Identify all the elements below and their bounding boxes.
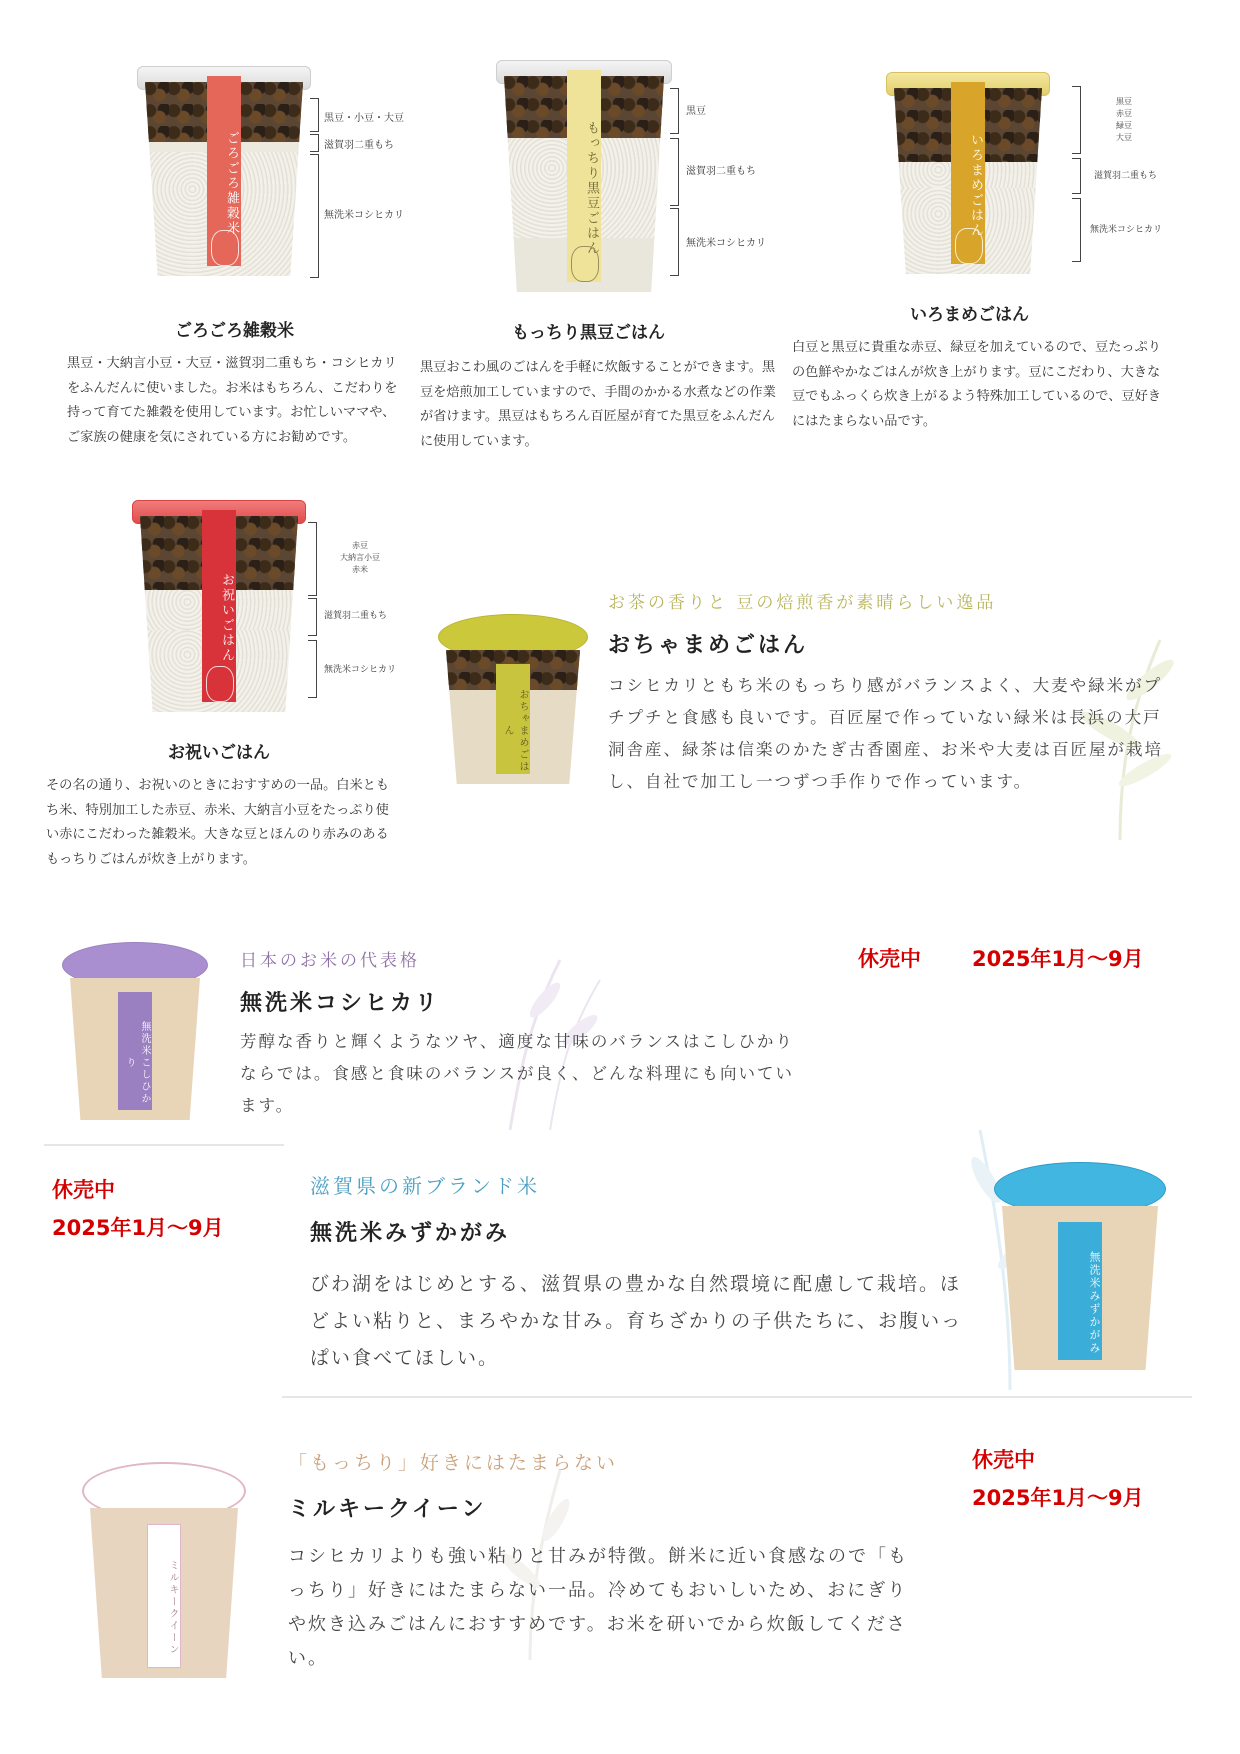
- product-title: ミルキークイーン: [288, 1497, 487, 1522]
- product-name: お祝いごはん: [168, 743, 270, 763]
- layer-label: 滋賀羽二重もち: [324, 140, 394, 151]
- product-title: おちゃまめごはん: [608, 633, 809, 658]
- layer-label: 無洗米コシヒカリ: [324, 210, 404, 221]
- cup-band: ミルキークイーン: [147, 1524, 181, 1668]
- product-title: 無洗米コシヒカリ: [240, 991, 441, 1016]
- product-subtitle: 「もっちり」好きにはたまらない: [288, 1452, 619, 1474]
- layer-label: 滋賀羽二重もち: [324, 611, 388, 621]
- brand-seal-icon: [211, 230, 239, 266]
- layer-label: 無洗米コシヒカリ: [324, 665, 397, 675]
- brand-seal-icon: [571, 246, 599, 282]
- layer-label: 黒豆: [686, 106, 706, 117]
- product-image-oiwai: [140, 500, 298, 712]
- sale-status: 休売中: [972, 1448, 1035, 1472]
- brand-seal-icon: [206, 666, 234, 702]
- layer-label: 黒豆・小豆・大豆: [324, 113, 404, 124]
- product-image-milkyqueen: [90, 1462, 238, 1678]
- product-description: 黒豆・大納言小豆・大豆・滋賀羽二重もち・コシヒカリをふんだんに使いました。お米はもちろん、こだわりを持って育てた雑穀を使用しています。お忙しいママや、ご家族の健康を気にされている方にお勧めです。: [67, 356, 398, 445]
- section-divider: [44, 1144, 284, 1146]
- sale-status: 休売中: [52, 1178, 115, 1202]
- cup-band: お祝いごはん: [202, 510, 236, 702]
- cup-band: もっちり黒豆ごはん: [567, 70, 601, 282]
- product-description: 白豆と黒豆に貴重な赤豆、緑豆を加えているので、豆たっぷりの色鮮やかなごはんが炊き上がります。豆にこだわり、大きな豆でもふっくら炊き上がるよう特殊加工しているので、豆好きにはたまらない品です。: [792, 340, 1161, 429]
- product-name: もっちり黒豆ごはん: [512, 323, 665, 343]
- product-description: 芳醇な香りと輝くようなツヤ、適度な甘味のバランスはこしひかりならでは。食感と食味のバランスが良く、どんな料理にも向いています。: [240, 1032, 795, 1115]
- layer-label: 黒豆 赤豆 緑豆 大豆: [1116, 97, 1132, 142]
- product-description: その名の通り、お祝いのときにおすすめの一品。白米ともち米、特別加工した赤豆、赤米、大納言小豆をたっぷり使い赤にこだわった雑穀米。大きな豆とほんのり赤みのあるもっちりごはんが炊き上がります。: [46, 778, 390, 867]
- product-description: 黒豆おこわ風のごはんを手軽に炊飯することができます。黒豆を焙煎加工していますので、手間のかかる水煮などの作業が省けます。黒豆はもちろん百匠屋が育てた黒豆をふんだんに使用しています。: [420, 360, 776, 449]
- product-title: 無洗米みずかがみ: [310, 1221, 511, 1246]
- product-subtitle: 滋賀県の新ブランド米: [310, 1174, 540, 1198]
- cup-band: いろまめごはん: [951, 82, 985, 264]
- product-image-kuromame: [504, 60, 664, 292]
- product-name: ごろごろ雑穀米: [175, 321, 294, 341]
- product-description: コシヒカリよりも強い粘りと甘みが特徴。餅米に近い食感なので「もっちり」好きにはたまらない一品。冷めてもおいしいため、おにぎりや炊き込みごはんにおすすめです。お米を研いでから炊飯してください。: [288, 1546, 908, 1669]
- layer-label: 赤豆 大納言小豆 赤米: [340, 541, 380, 574]
- layer-label: 無洗米コシヒカリ: [1090, 225, 1163, 235]
- brand-seal-icon: [955, 228, 983, 264]
- layer-label: 滋賀羽二重もち: [686, 166, 756, 177]
- cup-band: 無洗米こしひかり: [118, 992, 152, 1110]
- cup-band: おちゃまめごはん: [496, 664, 530, 774]
- sale-status: 休売中: [858, 947, 921, 971]
- product-image-gorogoro: [145, 66, 303, 276]
- sale-period: 2025年1月～9月: [972, 947, 1144, 971]
- section-divider: [282, 1396, 1192, 1398]
- product-name: いろまめごはん: [910, 305, 1029, 325]
- product-description: びわ湖をはじめとする、滋賀県の豊かな自然環境に配慮して栽培。ほどよい粘りと、まろやかな甘み。育ちざかりの子供たちに、お腹いっぱい食べてほしい。: [310, 1273, 963, 1369]
- cup-band: ごろごろ雑穀米: [207, 76, 241, 266]
- product-description: コシヒカリともち米のもっちり感がバランスよく、大麦や緑米がプチプチと食感も良いです。百匠屋で作っていない緑米は長浜の大戸洞舎産、緑茶は信楽のかたぎ古香園産、お米や大麦は百匠屋が栽培し、自社で加工し一つずつ手作りで作っています。: [608, 676, 1163, 791]
- product-image-koshihikari: [70, 942, 200, 1120]
- cup-band: 無洗米みずかがみ: [1058, 1222, 1102, 1360]
- product-subtitle: 日本のお米の代表格: [240, 951, 420, 971]
- layer-label: 無洗米コシヒカリ: [686, 238, 766, 249]
- product-image-iromame: [894, 72, 1042, 274]
- product-image-mizukagami: [1002, 1162, 1158, 1370]
- sale-period: 2025年1月～9月: [52, 1216, 224, 1240]
- product-image-ochamame: [446, 614, 580, 784]
- sale-period: 2025年1月～9月: [972, 1486, 1144, 1510]
- product-subtitle: お茶の香りと 豆の焙煎香が素晴らしい逸品: [608, 593, 997, 613]
- layer-label: 滋賀羽二重もち: [1094, 171, 1158, 181]
